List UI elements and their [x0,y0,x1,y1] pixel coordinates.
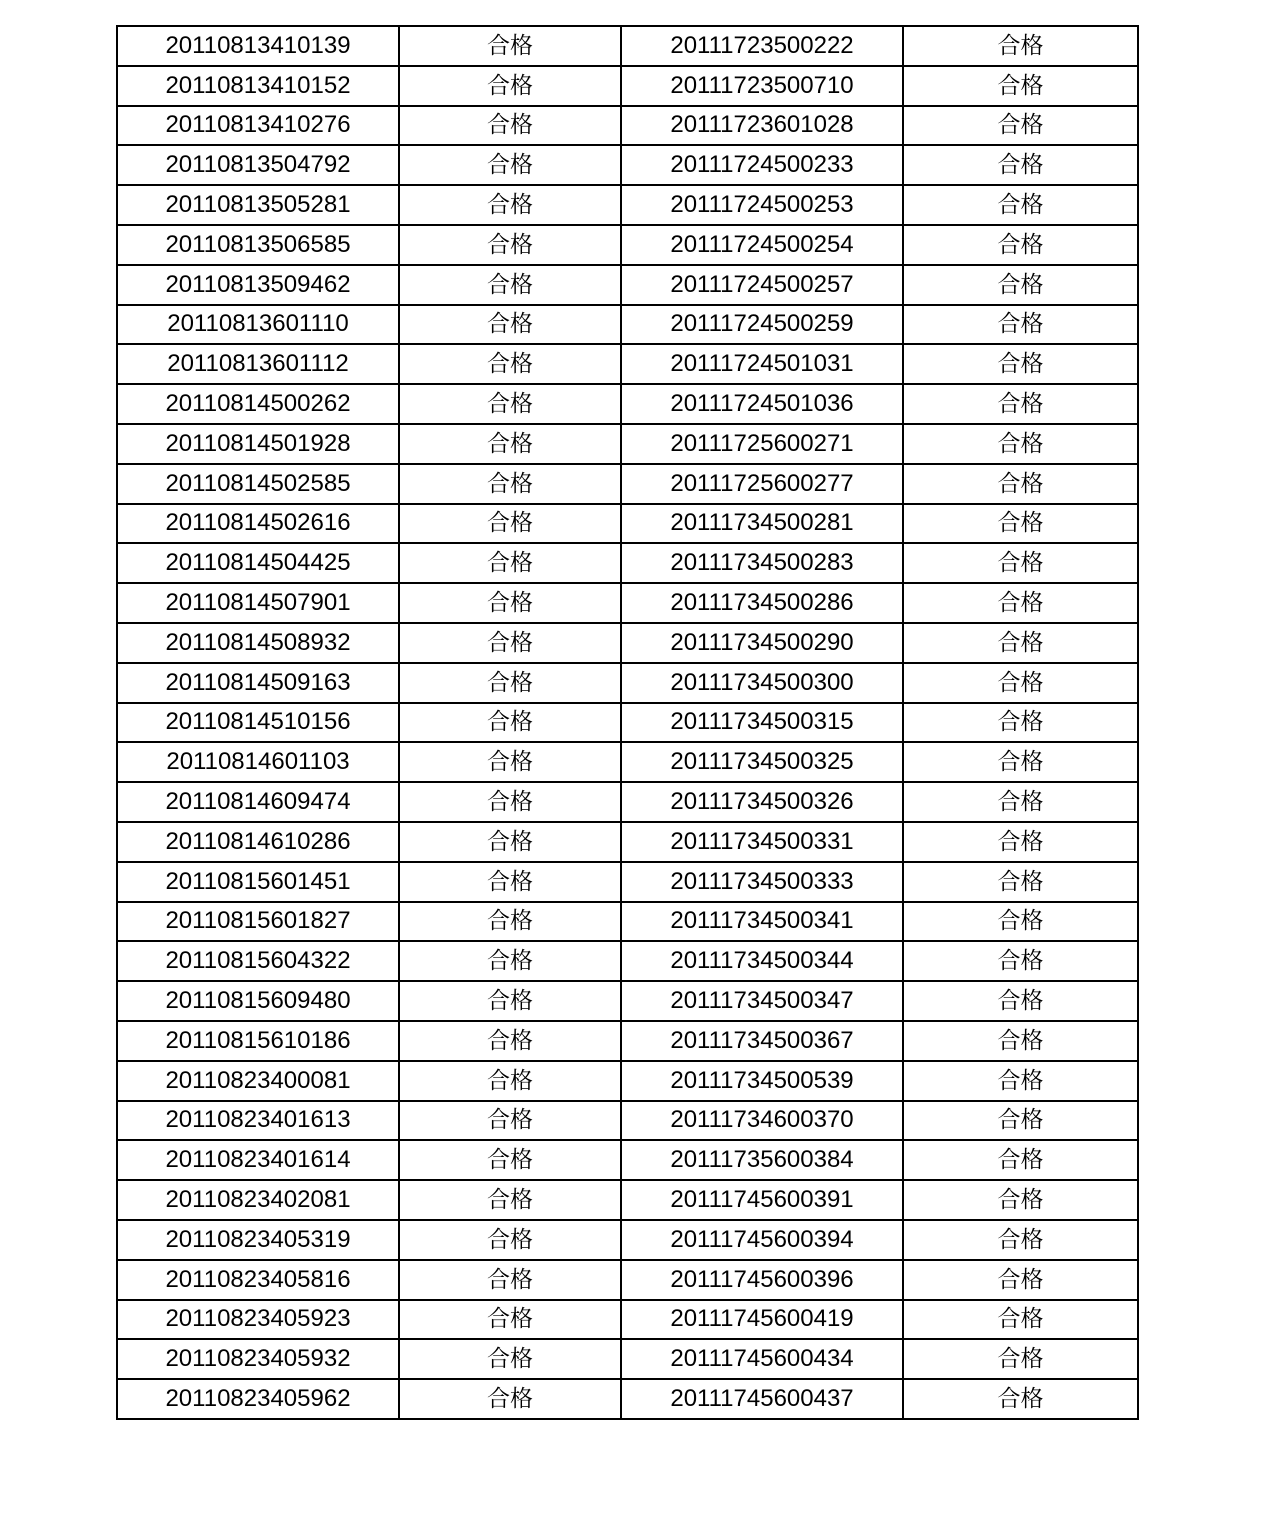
status-cell-left: 合格 [399,185,621,225]
status-cell-right: 合格 [903,742,1138,782]
id-cell-right: 20111723601028 [621,106,903,146]
status-cell-left: 合格 [399,902,621,942]
status-cell-right: 合格 [903,106,1138,146]
table-row [117,822,1138,862]
id-cell-right: 20111725600277 [621,464,903,504]
id-cell-right: 20111745600437 [621,1379,903,1419]
id-cell-left: 20110814501928 [117,424,399,464]
table-row [117,1260,1138,1300]
id-cell-right: 20111734500347 [621,981,903,1021]
table-row [117,703,1138,743]
id-cell-right: 20111734600370 [621,1101,903,1141]
id-cell-left: 20110813410152 [117,66,399,106]
status-cell-left: 合格 [399,265,621,305]
status-cell-right: 合格 [903,424,1138,464]
table-row [117,782,1138,822]
table-row [117,265,1138,305]
id-cell-right: 20111734500283 [621,543,903,583]
table-row [117,1300,1138,1340]
id-cell-right: 20111745600394 [621,1220,903,1260]
status-cell-right: 合格 [903,981,1138,1021]
id-cell-left: 20110813505281 [117,185,399,225]
status-cell-left: 合格 [399,981,621,1021]
id-cell-right: 20111724501036 [621,384,903,424]
id-cell-left: 20110814609474 [117,782,399,822]
status-cell-left: 合格 [399,1180,621,1220]
status-cell-right: 合格 [903,1220,1138,1260]
table-row [117,305,1138,345]
table-row [117,1140,1138,1180]
id-cell-left: 20110814507901 [117,583,399,623]
status-cell-left: 合格 [399,663,621,703]
id-cell-left: 20110815601827 [117,902,399,942]
status-cell-left: 合格 [399,1021,621,1061]
status-cell-right: 合格 [903,26,1138,66]
id-cell-right: 20111734500331 [621,822,903,862]
id-cell-right: 20111734500326 [621,782,903,822]
id-cell-left: 20110813410139 [117,26,399,66]
status-cell-left: 合格 [399,66,621,106]
id-cell-left: 20110814508932 [117,623,399,663]
id-cell-left: 20110814504425 [117,543,399,583]
id-cell-left: 20110814502616 [117,504,399,544]
status-cell-left: 合格 [399,782,621,822]
id-cell-left: 20110823405923 [117,1300,399,1340]
id-cell-left: 20110815604322 [117,941,399,981]
id-cell-right: 20111734500341 [621,902,903,942]
id-cell-left: 20110823400081 [117,1061,399,1101]
status-cell-left: 合格 [399,1300,621,1340]
table-row [117,1021,1138,1061]
status-cell-right: 合格 [903,703,1138,743]
id-cell-right: 20111724500257 [621,265,903,305]
results-sheet [116,25,1137,1420]
id-cell-left: 20110823405816 [117,1260,399,1300]
id-cell-right: 20111734500333 [621,862,903,902]
id-cell-right: 20111725600271 [621,424,903,464]
status-cell-right: 合格 [903,583,1138,623]
id-cell-right: 20111734500281 [621,504,903,544]
id-cell-right: 20111724500259 [621,305,903,345]
id-cell-left: 20110823401613 [117,1101,399,1141]
status-cell-right: 合格 [903,623,1138,663]
status-cell-right: 合格 [903,1021,1138,1061]
table-row [117,106,1138,146]
table-row [117,504,1138,544]
status-cell-left: 合格 [399,1061,621,1101]
status-cell-right: 合格 [903,504,1138,544]
id-cell-left: 20110815609480 [117,981,399,1021]
status-cell-left: 合格 [399,106,621,146]
status-cell-right: 合格 [903,902,1138,942]
id-cell-right: 20111734500286 [621,583,903,623]
id-cell-left: 20110813509462 [117,265,399,305]
table-row [117,1180,1138,1220]
table-row [117,1061,1138,1101]
results-table-body [117,26,1138,1419]
status-cell-right: 合格 [903,1180,1138,1220]
status-cell-left: 合格 [399,225,621,265]
id-cell-left: 20110823405319 [117,1220,399,1260]
table-row [117,623,1138,663]
status-cell-right: 合格 [903,663,1138,703]
table-row [117,384,1138,424]
table-row [117,344,1138,384]
table-row [117,66,1138,106]
id-cell-right: 20111724500253 [621,185,903,225]
status-cell-right: 合格 [903,1061,1138,1101]
table-row [117,464,1138,504]
id-cell-right: 20111723500710 [621,66,903,106]
status-cell-right: 合格 [903,1379,1138,1419]
status-cell-left: 合格 [399,1140,621,1180]
table-row [117,663,1138,703]
status-cell-right: 合格 [903,344,1138,384]
status-cell-left: 合格 [399,504,621,544]
id-cell-left: 20110815610186 [117,1021,399,1061]
id-cell-right: 20111745600396 [621,1260,903,1300]
status-cell-left: 合格 [399,822,621,862]
id-cell-left: 20110813506585 [117,225,399,265]
table-row [117,902,1138,942]
status-cell-left: 合格 [399,145,621,185]
status-cell-right: 合格 [903,1300,1138,1340]
table-row [117,941,1138,981]
status-cell-left: 合格 [399,1220,621,1260]
id-cell-right: 20111734500315 [621,703,903,743]
status-cell-right: 合格 [903,185,1138,225]
id-cell-right: 20111734500344 [621,941,903,981]
status-cell-right: 合格 [903,1260,1138,1300]
status-cell-right: 合格 [903,1140,1138,1180]
id-cell-left: 20110823402081 [117,1180,399,1220]
id-cell-right: 20111745600391 [621,1180,903,1220]
id-cell-left: 20110814500262 [117,384,399,424]
table-row [117,862,1138,902]
id-cell-left: 20110814502585 [117,464,399,504]
id-cell-left: 20110813601110 [117,305,399,345]
id-cell-right: 20111724500254 [621,225,903,265]
table-row [117,26,1138,66]
status-cell-left: 合格 [399,424,621,464]
status-cell-right: 合格 [903,305,1138,345]
status-cell-left: 合格 [399,464,621,504]
status-cell-right: 合格 [903,145,1138,185]
id-cell-right: 20111734500300 [621,663,903,703]
id-cell-right: 20111734500325 [621,742,903,782]
status-cell-left: 合格 [399,703,621,743]
id-cell-right: 20111745600419 [621,1300,903,1340]
status-cell-right: 合格 [903,384,1138,424]
status-cell-left: 合格 [399,344,621,384]
id-cell-left: 20110815601451 [117,862,399,902]
table-row [117,1101,1138,1141]
id-cell-right: 20111734500539 [621,1061,903,1101]
table-row [117,583,1138,623]
status-cell-left: 合格 [399,1101,621,1141]
status-cell-left: 合格 [399,26,621,66]
status-cell-left: 合格 [399,623,621,663]
results-table [116,25,1139,1420]
table-row [117,225,1138,265]
id-cell-right: 20111734500290 [621,623,903,663]
id-cell-right: 20111724501031 [621,344,903,384]
id-cell-left: 20110813601112 [117,344,399,384]
table-row [117,742,1138,782]
status-cell-right: 合格 [903,265,1138,305]
table-row [117,1220,1138,1260]
id-cell-left: 20110813504792 [117,145,399,185]
id-cell-left: 20110823401614 [117,1140,399,1180]
status-cell-left: 合格 [399,583,621,623]
table-row [117,543,1138,583]
id-cell-left: 20110814509163 [117,663,399,703]
status-cell-right: 合格 [903,1339,1138,1379]
table-row [117,1379,1138,1419]
status-cell-left: 合格 [399,1260,621,1300]
status-cell-left: 合格 [399,1379,621,1419]
status-cell-right: 合格 [903,464,1138,504]
id-cell-left: 20110823405962 [117,1379,399,1419]
status-cell-right: 合格 [903,941,1138,981]
status-cell-left: 合格 [399,543,621,583]
id-cell-right: 20111723500222 [621,26,903,66]
id-cell-left: 20110814610286 [117,822,399,862]
id-cell-right: 20111745600434 [621,1339,903,1379]
status-cell-left: 合格 [399,862,621,902]
table-row [117,981,1138,1021]
table-row [117,1339,1138,1379]
status-cell-right: 合格 [903,225,1138,265]
status-cell-left: 合格 [399,941,621,981]
id-cell-left: 20110814510156 [117,703,399,743]
status-cell-right: 合格 [903,543,1138,583]
table-row [117,424,1138,464]
id-cell-right: 20111724500233 [621,145,903,185]
status-cell-right: 合格 [903,822,1138,862]
table-row [117,185,1138,225]
status-cell-left: 合格 [399,742,621,782]
id-cell-right: 20111734500367 [621,1021,903,1061]
status-cell-right: 合格 [903,66,1138,106]
status-cell-left: 合格 [399,1339,621,1379]
id-cell-right: 20111735600384 [621,1140,903,1180]
status-cell-left: 合格 [399,384,621,424]
status-cell-left: 合格 [399,305,621,345]
id-cell-left: 20110823405932 [117,1339,399,1379]
table-row [117,145,1138,185]
status-cell-right: 合格 [903,1101,1138,1141]
status-cell-right: 合格 [903,782,1138,822]
id-cell-left: 20110813410276 [117,106,399,146]
status-cell-right: 合格 [903,862,1138,902]
id-cell-left: 20110814601103 [117,742,399,782]
